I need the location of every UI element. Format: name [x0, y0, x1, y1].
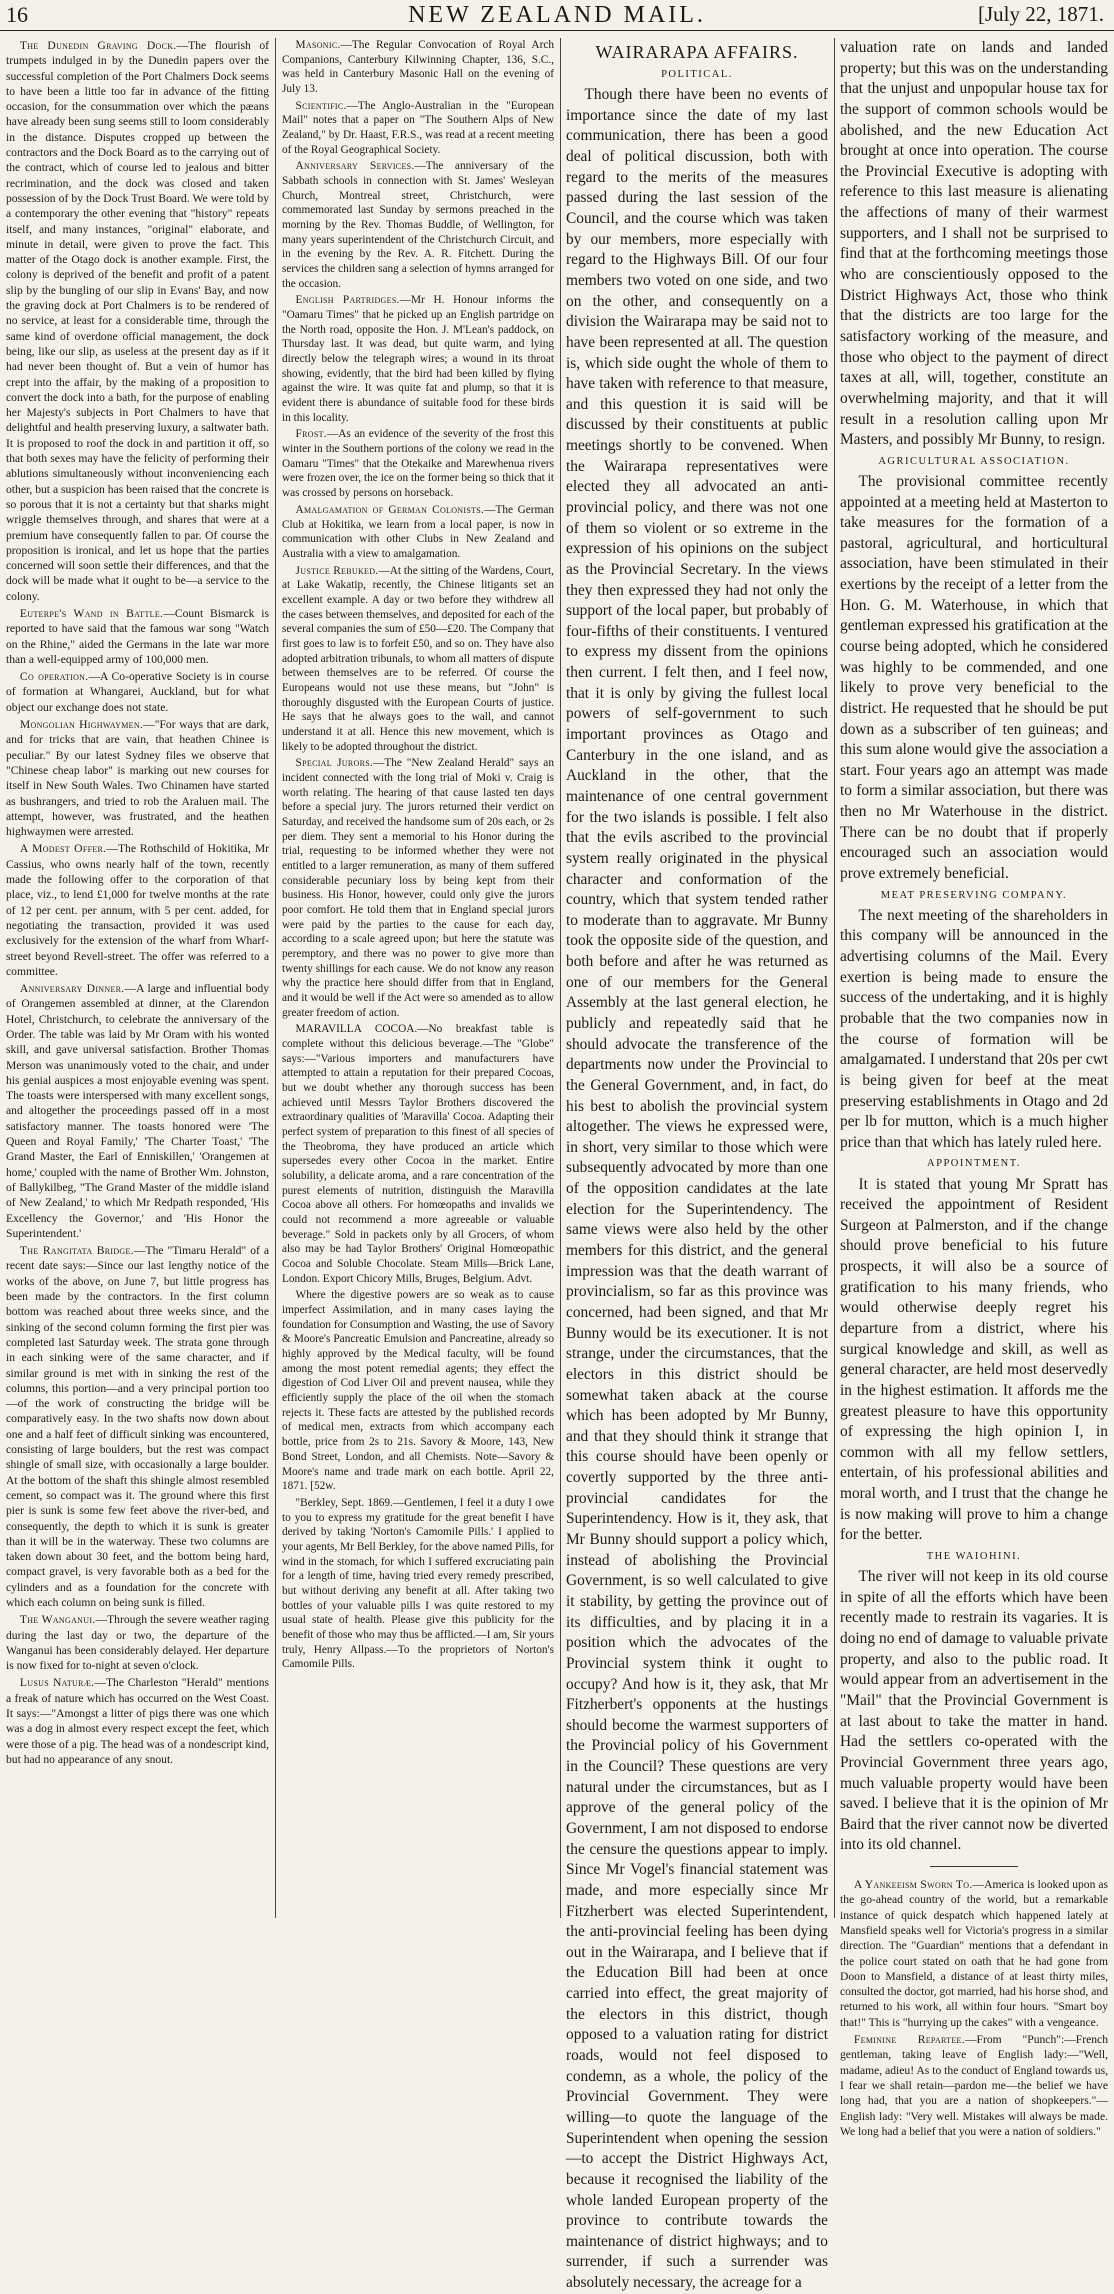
newspaper-title: NEW ZEALAND MAIL.: [408, 2, 706, 28]
news-item-wanganui: The Wanganui.—Through the severe weather raging during the last day or two, the departure of the Wanganui has been considerably delayed. Her departure is now fixed for to-night at seven o'clock.: [6, 1613, 269, 1673]
wairarapa-continuation: valuation rate on lands and landed property; but this was on the understanding that the unjust and unpopular house tax for the support of common schools would be abolished, and the new Education Act brought at once into operation. The course the Provincial Executive is adopting with reference to this last measure is alienating the affections of many of their warmest supporters, and I shall not be surprised to find that at the forthcoming meetings those who are conscientiously opposed to the District Highways Act, those who think that the districts are too large for the satisfactory working of the measure, and those who object to the payment of direct taxes at all, will, together, constitute an overwhelming majority, and that it will result in a resolution calling upon Mr Masters, and possibly Mr Bunny, to resign.: [840, 39, 1108, 449]
wairarapa-paragraph: Though there have been no events of importance since the date of my last communication, there has been a good deal of political discussion, both with regard to the merits of the measures passed during the last session of the Council, and the course which was taken by our members, more especially with regard to the Highways Bill. Of our four members two voted on one side, and two on the other, and consequently on a division the Wairarapa may be said not to have been represented at all. The question is, which side ought the whole of them to have taken with reference to that measure, and this question it is said will be discussed by their constituents at public meetings shortly to be convened. When the Wairarapa representatives were elected they all advocated an anti-provincial policy, and there was not one of them so violent or so extreme in the expression of his opinions on the subject as the Provincial Secretary. In the views they then expressed they had not only the support of the local paper, but probably of four-fifths of their constituents. I ventured to express my dissent from the opinions then current. I felt then, and I feel now, that it is only by giving the fullest local powers of self-government to such important provinces as Otago and Canterbury in the one island, and as Auckland in the other, that the maintenance of one central government for the two islands is possible. I felt also that the evils ascribed to the provincial system really originated in the physical character and conformation of the country, which that system tended rather to moderate than to aggravate. Mr Bunny took the opposite side of the question, and both before and after he was returned as one of our members for the General Assembly at the last general election, he publicly and repeatedly said that he should advocate the transference of the departments now under the Provincial to the General Government, and, in fact, do his best to abolish the provincial system altogether. The views he expressed were, in short, very similar to those which were subsequently advocated by more than one of the opposition candidates at the late election for the Superintendency. The same views were also held by the other members for this district, and the general impression was that the death warrant of provincialism, so far as this province was concerned, had been signed, and that Mr Bunny would be its executioner. It is not strange, under the circumstances, that the electors in this district should be somewhat taken aback at the course which has been adopted by Mr Bunny, and that they should think it strange that this course should have been openly or covertly supported by the three anti-provincial candidates for the Superintendency. How is it, they ask, that Mr Bunny should support a policy which, instead of abolishing the Provincial Government, is so well calculated to give it stability, by getting the province out of its difficulties, and by placing it in a position which the advocates of the Provincial system think it ought to occupy? And how is it, they ask, that Mr Fitzherbert's opponents at the hustings should become the warmest supporters of the Provincial policy of his Government in the Council? These questions are very natural under the circumstances, but as I approve of the general policy of the Government, I am not disposed to endorse the censure the questions appear to imply. Since Mr Vogel's financial statement was made, and more especially since Mr Fitzherbert was elected Superintendent, the anti-provincial feeling has been dying out in the Wairarapa, and I believe that if the Education Bill had been at once carried into effect, the great majority of the electors in this district, though opposed to a valuation rating for district roads, would not feel disposed to condemn, as a whole, the policy of the Provincial Government. They were willing—to quote the language of the Superintendent when opening the session—to accept the District Highways Act, because it recognised the liability of the whole landed European property of the province to contribute towards the maintenance of district highways; and to surrender, if such a surrender was absolutely necessary, the acreage for a: [566, 86, 828, 2292]
column-1: [6, 38, 269, 1918]
news-item-modest-offer: A Modest Offer.—The Rothschild of Hokitika, Mr Cassius, who owns nearly half of the town, recently made the following offer to the corporation of that place, viz., to lend £1,000 for twelve months at the rate of 12 per cent. per annum, with 5 per cent. added, for negotiating the transaction, provided it was used exclusively for the extension of the wharf from Wharf-street beyond Revell-street. The offer was referred to a committee.: [6, 842, 269, 978]
subheading-agricultural: AGRICULTURAL ASSOCIATION.: [878, 455, 1070, 467]
news-item-yankeeism: A Yankeeism Sworn To.—America is looked upon as the go-ahead country of the world, but a remarkable instance of quick despatch which happened lately at Mansfield speaks well for Victoria's progress in a similar direction. The "Guardian" mentions that a defendant in the police court stated on oath that he had gone from Doon to Mansfield, a distance of at least thirty miles, consulted the doctor, got married, had his horse shod, and returned to his work, all within four hours. "Smart boy that!" This is "hurrying up the cakes" with a vengeance.: [840, 1878, 1108, 2029]
news-item-masonic: Masonic.—The Regular Convocation of Royal Arch Companions, Canterbury Kilwinning Chapter, 136, S.C., was held in Canterbury Masonic Hall on the evening of July 13.: [282, 39, 554, 96]
column-rule: [834, 38, 835, 1918]
news-item-german-colonists: Amalgamation of German Colonists.—The German Club at Hokitika, we learn from a local paper, is now in communication with other Clubs in New Zealand and Australia with a view to amalgamation.: [282, 503, 554, 560]
column-4: [840, 38, 1108, 2138]
news-item-mongolian: Mongolian Highwaymen.—"For ways that are dark, and for tricks that are vain, that heathen Chinee is peculiar." By our latest Sydney files we observe that "Chinese cheap labor" is marking out new courses for itself in New South Wales. Two Chinamen have started as bushrangers, and tried to rob the Araluen mail. The attempt, however, was frustrated, and the heathen highwaymen were arrested.: [6, 718, 269, 839]
meat-preserving-paragraph: The next meeting of the shareholders in this company will be announced in the advertising columns of the Mail. Every exertion is being made to ensure the success of the undertaking, and it is highly probable that the two companies now in the course of formation will be amalgamated. I understand that 20s per cwt is being given for beef at the meat preserving establishments in Otago and 2d per lb for mutton, which is a much higher price than that which has lately ruled here.: [840, 906, 1108, 1151]
subheading-waiohini: THE WAIOHINI.: [926, 1551, 1022, 1563]
news-item-special-jurors: Special Jurors.—The "New Zealand Herald" says an incident connected with the long trial of Moki v. Craig is worth relating. The hearing of that cause lasted ten days before a special jury. The jurors returned their verdict on Saturday, and received the handsome sum of 20s each, or 2s per diem. They sent a memorial to his Honor during the trial, requesting to be informed whether they were not entitled to a larger remuneration, as many of them suffered considerable pecuniary loss by being kept from their business. His Honor, however, could only give the jurors poor comfort. He told them that in England special jurors were paid by the parties to the cause for each day, according to a scale agreed upon; but here the statute was peremptory, and there was no power to give more than twenty shillings for each cause. We do not know any reason why the practice here should differ from that in England, and it would be well if the Act were so amended as to allow greater freedom of action.: [282, 757, 554, 1019]
news-item-co-operation: Co operation.—A Co-operative Society is in course of formation at Whangarei, Auckland, but for what object our exchange does not state.: [6, 670, 269, 714]
news-item-frost: Frost.—As an evidence of the severity of the frost this winter in the Southern portions of the colony we read in the Oamaru "Times" that the Otekaike and Marewhenua rivers were frozen over, the ice on the former being so thick that it was crossed by persons on horseback.: [282, 428, 554, 500]
news-item-anniversary-services: Anniversary Services.—The anniversary of the Sabbath schools in connection with St. James' Wesleyan Church, Montreal street, Christchurch, were commemorated last Sunday by sermons preached in the morning by the Rev. Thomas Buddle, of Wellington, for many years superintendent of the Christchurch Circuit, and in the evening by the Rev. A. R. Fitchett. During the services the children sang a selection of hymns arranged for the occasion.: [282, 160, 554, 290]
news-item-dunedin-dock: The Dunedin Graving Dock.—The flourish of trumpets indulged in by the Dunedin papers over the successful completion of the Port Chalmers Dock seems to have been a little too far in advance of the fitting occasion, for the consummation over which the pæans have already been sung seems still to loom considerably in the distance. Disputes cropped up between the contractors and the Dock Board as to the carrying out of the contract, which of course led to jealous and bitter recrimination, and the dock was closed and taken possession of by the Dock Trust Board. We were told by a contemporary the other evening that "history" repeats itself, and many instances, "original" elaborate, and minute in detail, were given to prove the fact. This matter of the Otago dock is another example. First, the colony is deprived of the benefit and profit of a patent slip by the bungling of our slip in Evans' Bay, and now the graving dock at Port Chalmers is to be rendered of no service, at least for a considerable time, through the same kind of overdone official management, the dock being, like our slip, as useless at the present day as if it had never been thought of. But a vein of humor has crept into the affair, by the making of a proposition to convert the dock into a bath, for the purpose of enabling her Majesty's subjects in Port Chalmers to have that delightful and health preserving luxury, a saltwater bath. It is proposed to roof the dock in and partition it off, so that both sexes may have the felicity of performing their ablutions simultaneously without inconveniencing each other, but a suspicion has been raised that the concrete is so porous that it is not a certainty but that sharks might wriggle themselves through, and shares that were at a premium have consequently fallen to par. Of course the proposition is ironical, and let us hope that the parties concerned will soon settle their differences, and that the dock will be made what it ought to be—a service to the colony.: [6, 39, 269, 603]
advert-maravilla-cocoa: MARAVILLA COCOA.—No breakfast table is complete without this delicious beverage.—The "Globe" says:—"Various importers and manufacturers have attempted to attain a reputation for their prepared Cocoas, but we doubt whether any thorough success has been achieved until Messrs Taylor Brothers discovered the extraordinary qualities of 'Maravilla' Cocoa. Adapting their perfect system of preparation to this finest of all species of the Theobroma, they have produced an article which supersedes every other Cocoa in the market. Entire solubility, a delicate aroma, and a rare concentration of the purest elements of nutrition, distinguish the Maravilla Cocoa above all others. For homœopaths and invalids we could not recommend a more agreeable or valuable beverage." Sold in packets only by all Grocers, of whom also may be had Taylor Brothers' Original Homœopathic Cocoa and Soluble Chocolate. Steam Mills—Brick Lane, London. Export Chicory Mills, Bruges, Belgium. Advt.: [282, 1023, 555, 1285]
news-item-scientific: Scientific.—The Anglo-Australian in the "European Mail" notes that a paper on "The Southern Alps of New Zealand," by Dr. Haast, F.R.S., was read at a recent meeting of the Royal Geographical Society.: [282, 99, 554, 156]
news-item-anniversary-dinner: Anniversary Dinner.—A large and influential body of Orangemen assembled at dinner, at the Clarendon Hotel, Christchurch, to celebrate the anniversary of the Order. The table was laid by Mr Oram with his wonted skill, and gave universal satisfaction. Brother Thomas Merson was unanimously voted to the chair, and under his genial auspices a most enjoyable evening was spent. The toasts were interspersed with many excellent songs, and altogether the proceedings passed off in a most satisfactory manner. The toasts honored were 'The Queen and Royal Family,' 'The Charter Toast,' 'The Grand Master, the Earl of Enniskillen,' 'Orangemen at home,' coupled with the name of Brother Wm. Johnston, of Ballykilbeg, "The Grand Master of the middle island of New Zealand,' to which Mr Redpath responded, 'His Excellency the Governor,' and 'His Honor the Superintendent.': [6, 982, 269, 1240]
waiohini-paragraph: The river will not keep in its old course in spite of all the efforts which have been recently made to restrain its vagaries. It is doing no end of damage to valuable private property, and also to the public road. It would appear from an advertisement in the "Mail" that the Provincial Government is at last about to take the matter in hand. Had the settlers co-operated with the Provincial Government three years ago, much valuable property would have been saved. I believe that it is the opinion of Mr Baird that the river cannot now be diverted into its old channel.: [840, 1568, 1108, 1854]
page-number: 16: [6, 2, 28, 27]
subheading-appointment: APPOINTMENT.: [927, 1158, 1021, 1170]
column-2: [282, 38, 554, 1918]
subheading-political: POLITICAL.: [661, 69, 733, 81]
section-title-wairarapa: WAIRARAPA AFFAIRS.: [595, 42, 799, 62]
column-rule: [560, 38, 561, 1918]
news-item-justice-rebuked: Justice Rebuked.—At the sitting of the Wardens, Court, at Lake Wakatip, recently, the Chinese litigants set an excellent example. A day or two before they withdrew all the cases between themselves, and deposited for each of the several companies the sum of £50—£20. The Company that first goes to law is to forfeit £50, and so on. They have also adopted arbitration tribunals, to whom all matters of dispute between themselves are to be referred. Of course the Europeans would not use these means, but "John" is thoroughly disgusted with the European Courts of justice. He says that he always goes to the wall, and cannot understand it at all. Hence this new movement, which is likely to be adopted throughout the district.: [282, 564, 555, 753]
advert-savory-moore: Where the digestive powers are so weak as to cause imperfect Assimilation, and in many cases laying the foundation for Consumption and Wasting, the use of Savory & Moore's Pancreatic Emulsion and Pancreatine, already so highly approved by the Medical faculty, will be found among the most potent remedial agents; they effect the digestion of Cod Liver Oil and prevent nausea, while they efficiently supply the place of the oil when the stomach rejects it. These facts are attested by the published records of medical men, extracts from which accompany each bottle, price from 2s to 21s. Savory & Moore, 143, New Bond Street, London, and all Chemists. Note—Savory & Moore's name and trade mark on each bottle. April 22, 1871. [52w.: [282, 1289, 554, 1493]
appointment-paragraph: It is stated that young Mr Spratt has received the appointment of Resident Surgeon at Palmerston, and if the change should prove beneficial to his future prospects, it will also be a source of gratification to his many friends, who would otherwise deeply regret his departure from a district, where his surgical knowledge and skill, as well as general character, are held most deservedly in the highest estimation. It affords me the greatest pleasure to have this opportunity of expressing the high opinion I, in common with all my fellow settlers, entertain, of his professional abilities and moral worth, and I trust that the change he is now making will prove to him a change for the better.: [840, 1175, 1108, 1544]
news-item-rangitata-bridge: The Rangitata Bridge.—The "Timaru Herald" of a recent date says:—Since our last lengthy notice of the works of the above, on June 7, but little progress has been made by the contractors. In the first column bottom was reached about three weeks since, and the sinking of the second column forming the first pier was completed last Saturday week. The strata gone through in each sinking were of the same character, and if similar ground is met with in sinking the rest of the columns, this portion—and a very principal portion too—of the work of constructing the bridge will be comparatively easy. In the two shafts now down about one and a half feet of difficult sinking was encountered, consisting of large boulders, but the rest was compact shingle of small size, with occasionally a large boulder. At the bottom of the shaft this shingle almost resembled cement, so compact was it. The ground where this first pier is sunk is some few feet above the river-bed, and consequently, the depth to which it is sunk is greater than it will be in the waterway. These two columns are taken down about 30 feet, and the bottom being hard, compact gravel, is very favorable both as a bed for the cylinders and as a foundation for the concrete with which each column on being sunk is filled.: [6, 1244, 269, 1609]
agricultural-paragraph: The provisional committee recently appointed at a meeting held at Masterton to take measures for the formation of a pastoral, agricultural, and horticultural association, have been stimulated in their exertions by the receipt of a letter from the Hon. G. M. Waterhouse, in which that gentleman expressed his gratification at the course being adopted, which he considered was highly to be commended, and one likely to prove very beneficial to the district. He requested that he should be put down as a subscriber of ten guineas; and this sum alone would give the association a start. Four years ago an attempt was made to form a similar association, but there was then no Mr Waterhouse in the district. There can be no doubt that if properly encouraged such an association would prove extremely beneficial.: [840, 472, 1108, 883]
news-item-lusus-naturae: Lusus Naturæ.—The Charleston "Herald" mentions a freak of nature which has occurred on the West Coast. It says:—"Amongst a litter of pigs there was one which was a dog in almost every respect except the feet, which were those of a pig. The head was of a nondescript kind, but had no appearance of any snout.: [6, 1676, 270, 1766]
subheading-meat-preserving: MEAT PRESERVING COMPANY.: [880, 889, 1068, 901]
news-item-feminine-repartee: Feminine Repartee.—From "Punch":—French gentleman, taking leave of English lady:—"Well, madame, adieu! As to the conduct of England towards us, I fear we shall retain—pardon me—the belief we have long had, that you are a nation of shopkeepers."—English lady: "Very well. Mistakes will always be made. We long had a belief that you were a nation of soldiers.": [840, 2033, 1108, 2138]
issue-date: [July 22, 1871.: [978, 2, 1104, 26]
news-item-english-partridges: English Partridges.—Mr H. Honour informs the "Oamaru Times" that he picked up an English partridge on the North road, opposite the Hon. J. M'Lean's paddock, on Thursday last. It was dead, but quite warm, and lying directly below the telegraph wires; a wound in its throat showing, evidently, that the bird had been killed by flying against the wire. It was quite fat and plump, so that it is evident there is abundance of suitable food for these birds in this locality.: [282, 294, 554, 424]
short-items: [840, 1877, 1108, 2139]
masthead: [0, 0, 1114, 31]
advert-norton-pills: "Berkley, Sept. 1869.—Gentlemen, I feel it a duty I owe to you to express my gratitude for the great benefit I have derived by taking 'Norton's Camomile Pills.' I applied to your agents, Mr Bell Berkley, for the above named Pills, for wind in the stomach, for which I suffered excruciating pain for a length of time, having tried every remedy prescribed, but without deriving any benefit at all. After taking two bottles of your valuable pills I was quite restored to my usual state of health. Please give this publicity for the benefit of those who may thus be afflicted.—I am, Sir yours truly, Henry Allpass.—To the proprietors of Norton's Camomile Pills.: [282, 1496, 554, 1671]
section-divider: [930, 1866, 1018, 1867]
column-3: [566, 38, 828, 2292]
news-item-euterpe: Euterpe's Wand in Battle.—Count Bismarck is reported to have said that the famous war song "Watch on the Rhine," aided the Germans in the late war more than a well-equipped army of 100,000 men.: [6, 606, 269, 666]
column-rule: [275, 38, 276, 1918]
